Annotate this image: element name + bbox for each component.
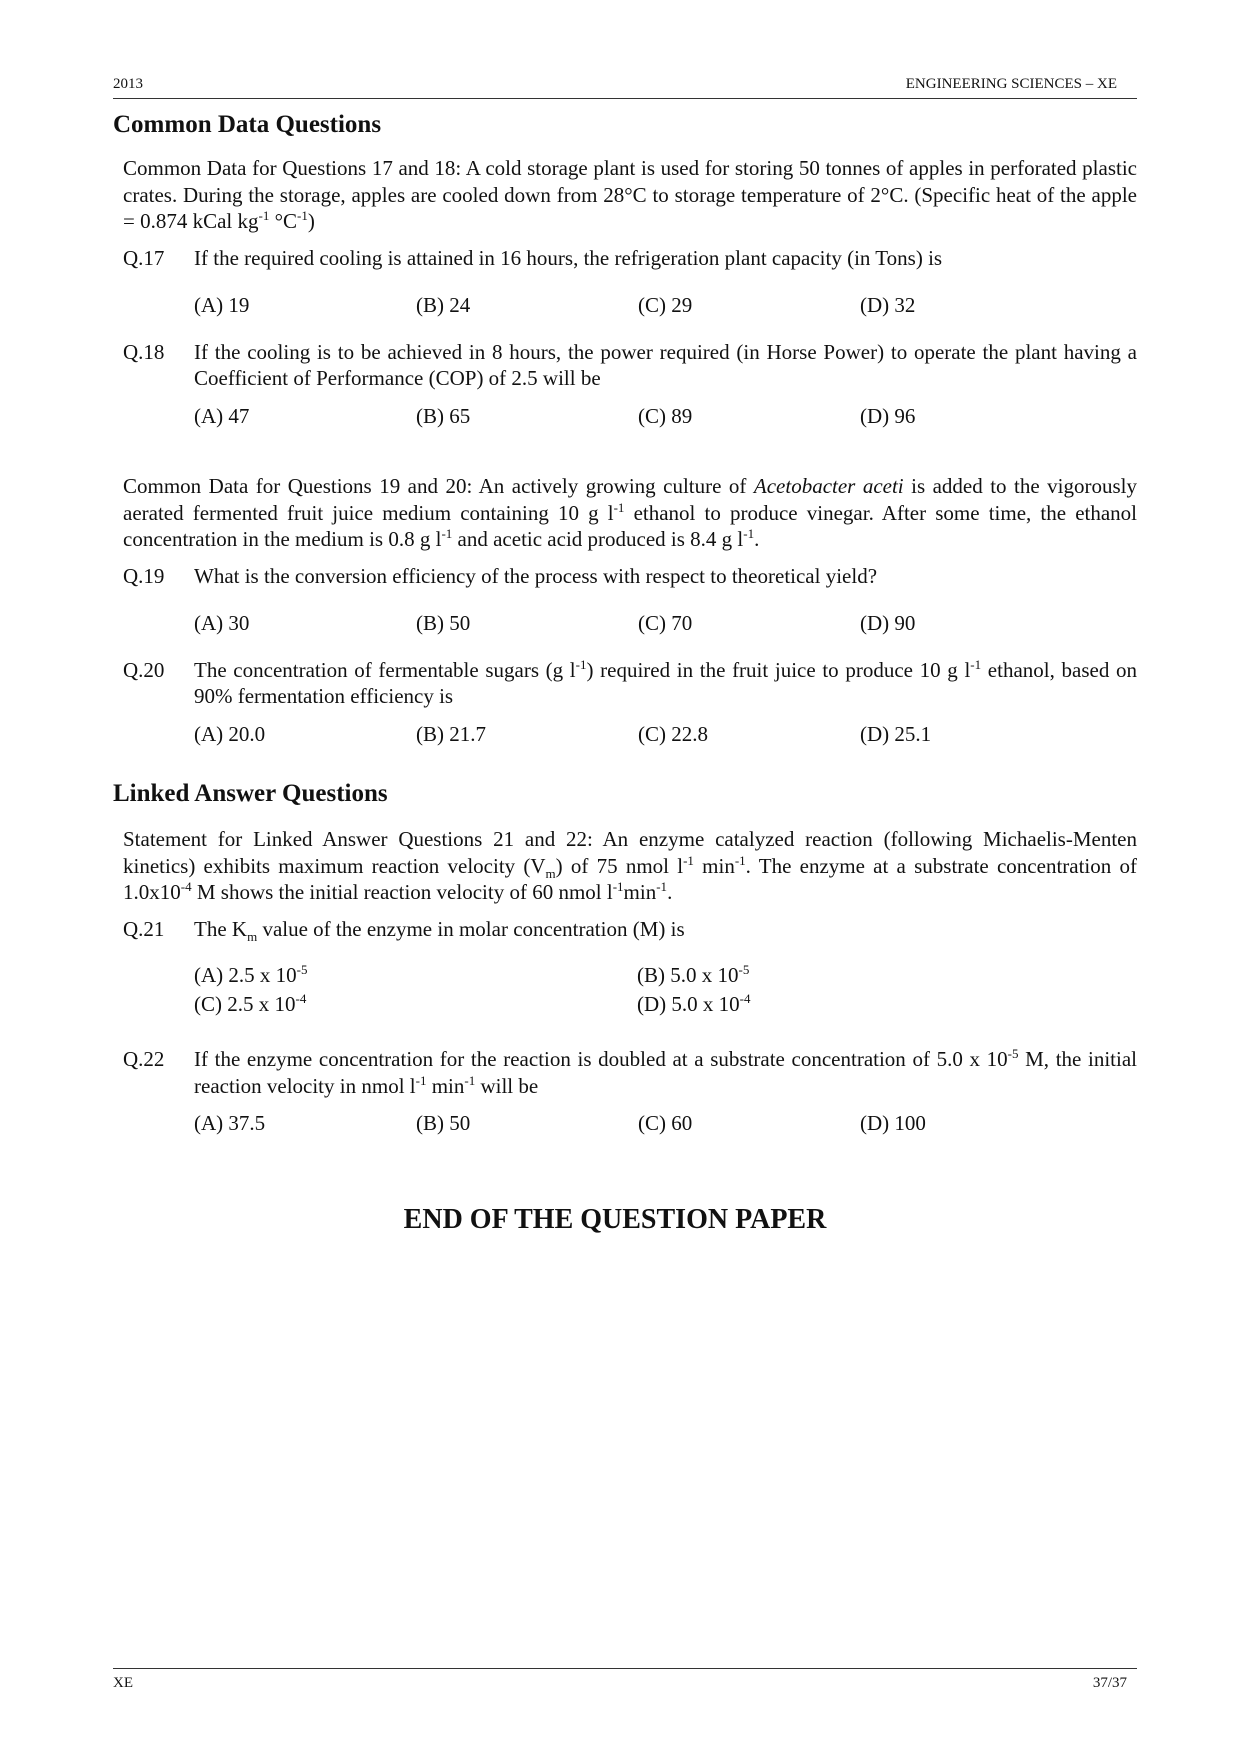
text-run: . xyxy=(754,527,760,551)
option-b xyxy=(637,961,1080,990)
superscript: -1 xyxy=(464,1072,476,1088)
text-run: °C xyxy=(269,209,298,233)
text-run: Common Data for Questions 17 and 18: A cold storage plant is used for storing 50 tonnes of apples in perforated plastic crates. During the storage, apples are cooled down from 28°C to storage temperature of 2°C. (Specific heat of the apple = 0.874 kCal kg xyxy=(123,156,1137,233)
superscript: -4 xyxy=(739,991,751,1006)
text-run: (C) 2.5 x 10 xyxy=(194,992,296,1016)
question-17 xyxy=(123,245,1137,272)
question-text: If the cooling is to be achieved in 8 hours, the power required (in Horse Power) to operate the plant having a Coefficient of Performance (COP) of 2.5 will be xyxy=(194,339,1137,390)
text-run: min xyxy=(426,1073,465,1098)
option-d: (D) 32 xyxy=(860,293,916,317)
text-run: (B) 5.0 x 10 xyxy=(637,963,739,987)
question-21 xyxy=(123,916,1137,943)
option-b: (B) 50 xyxy=(416,1111,471,1135)
superscript: -1 xyxy=(297,208,308,223)
option-b: (B) 24 xyxy=(416,293,471,317)
q21-options xyxy=(194,961,1137,1019)
option-c xyxy=(194,990,637,1019)
option-b: (B) 21.7 xyxy=(416,721,486,746)
question-text xyxy=(194,1046,1137,1099)
text-run: min xyxy=(623,880,657,904)
option-c: (C) 29 xyxy=(638,293,693,317)
superscript: -5 xyxy=(1007,1046,1019,1061)
option-a: (A) 37.5 xyxy=(194,1111,266,1135)
option-d: (D) 100 xyxy=(860,1111,926,1135)
text-run: ) xyxy=(307,209,315,233)
question-number: Q.20 xyxy=(123,657,165,682)
text-run: is added to the vigorously aerated fermented fruit juice medium containing 10 g l xyxy=(123,474,1137,525)
text-run: ) of 75 nmol l xyxy=(555,853,684,878)
superscript: -1 xyxy=(743,526,755,541)
text-run: (A) 2.5 x 10 xyxy=(194,963,297,987)
question-text: What is the conversion efficiency of the process with respect to theoretical yield? xyxy=(194,563,878,588)
option-d xyxy=(637,990,1080,1019)
option-a: (A) 20.0 xyxy=(194,721,266,746)
question-text xyxy=(194,657,1137,710)
common-data-19-20 xyxy=(123,473,1137,553)
superscript: -4 xyxy=(180,879,192,894)
text-run: ethanol to produce vinegar. After some time, the ethanol concentration in the medium is 0.8 g l xyxy=(123,500,1138,551)
superscript: -4 xyxy=(295,991,307,1006)
superscript: -1 xyxy=(656,879,668,894)
superscript: -1 xyxy=(441,526,453,541)
page-number: 37/37 xyxy=(1092,1675,1127,1691)
page-content xyxy=(113,110,1137,1233)
text-run: Common Data for Questions 19 and 20: An actively growing culture of xyxy=(123,474,754,498)
question-number: Q.21 xyxy=(123,916,165,941)
question-text: If the required cooling is attained in 16 hours, the refrigeration plant capacity (in Tons) is xyxy=(194,245,943,270)
question-number: Q.18 xyxy=(123,339,165,364)
page-footer xyxy=(113,1668,1137,1699)
superscript: -1 xyxy=(415,1072,427,1088)
text-run: min xyxy=(693,853,735,878)
text-run: ) required in the fruit juice to produce 10 g l xyxy=(586,657,971,682)
option-d: (D) 25.1 xyxy=(860,721,932,746)
text-run: and acetic acid produced is 8.4 g l xyxy=(452,527,744,551)
linked-answer-heading: Linked Answer Questions xyxy=(113,780,388,807)
text-run: The concentration of fermentable sugars (g l xyxy=(194,657,576,682)
superscript: -1 xyxy=(258,208,270,223)
statement-21-22 xyxy=(123,826,1137,906)
header-year: 2013 xyxy=(113,76,143,92)
superscript: -1 xyxy=(613,499,625,515)
question-22 xyxy=(123,1046,1137,1099)
page-header xyxy=(113,74,1137,99)
subscript: m xyxy=(247,928,258,944)
subscript: m xyxy=(545,865,556,881)
superscript: -1 xyxy=(575,656,587,672)
superscript: -5 xyxy=(738,962,750,977)
header-title: ENGINEERING SCIENCES – XE xyxy=(905,76,1117,92)
question-20 xyxy=(123,657,1137,710)
text-run: value of the enzyme in molar concentration (M) is xyxy=(257,916,685,941)
text-run: . xyxy=(667,880,673,904)
end-of-paper: END OF THE QUESTION PAPER xyxy=(403,1203,827,1235)
option-a: (A) 30 xyxy=(194,611,250,635)
superscript: -1 xyxy=(970,656,982,672)
option-c: (C) 60 xyxy=(638,1111,693,1135)
option-d: (D) 90 xyxy=(860,611,916,635)
footer-code: XE xyxy=(113,1675,133,1691)
question-number: Q.17 xyxy=(123,245,165,270)
text-run: will be xyxy=(475,1073,539,1098)
common-data-heading: Common Data Questions xyxy=(113,111,382,138)
option-b: (B) 50 xyxy=(416,611,471,635)
superscript: -1 xyxy=(612,879,624,894)
text-run: (D) 5.0 x 10 xyxy=(637,992,740,1016)
text-run: ethanol, based on 90% fermentation efficiency is xyxy=(194,657,1137,708)
text-run: Statement for Linked Answer Questions 21 and 22: An enzyme catalyzed reaction (following Michaelis-Menten kinetics) exhibits maximum reaction velocity (V xyxy=(123,827,1137,878)
option-c: (C) 70 xyxy=(638,611,693,635)
text-run: If the enzyme concentration for the reaction is doubled at a substrate concentration of 5.0 x 10 xyxy=(194,1047,1008,1071)
option-a: (A) 47 xyxy=(194,403,250,428)
option-a: (A) 19 xyxy=(194,293,250,317)
text-run: . The enzyme at a substrate concentration of 1.0x10 xyxy=(123,853,1137,904)
question-text xyxy=(194,916,1137,943)
superscript: -1 xyxy=(683,852,694,868)
question-19 xyxy=(123,563,1137,590)
text-run: M, the initial reaction velocity in nmol l xyxy=(194,1047,1137,1098)
common-data-17-18 xyxy=(123,155,1137,235)
text-run: M shows the initial reaction velocity of 60 nmol l xyxy=(191,880,613,904)
q17-options xyxy=(194,292,1137,319)
superscript: -1 xyxy=(734,852,746,868)
q18-options xyxy=(194,403,1137,430)
q19-options xyxy=(194,610,1137,637)
superscript: -5 xyxy=(296,962,308,977)
option-c: (C) 22.8 xyxy=(638,721,708,746)
q20-options xyxy=(194,721,1137,748)
option-d: (D) 96 xyxy=(860,403,916,428)
question-number: Q.19 xyxy=(123,563,165,588)
option-a xyxy=(194,961,637,990)
question-number: Q.22 xyxy=(123,1047,165,1071)
q22-options xyxy=(194,1110,1137,1137)
option-c: (C) 89 xyxy=(638,403,693,428)
species-name: Acetobacter aceti xyxy=(753,474,904,498)
option-b: (B) 65 xyxy=(416,403,471,428)
text-run: The K xyxy=(194,916,248,941)
question-18 xyxy=(123,339,1137,392)
